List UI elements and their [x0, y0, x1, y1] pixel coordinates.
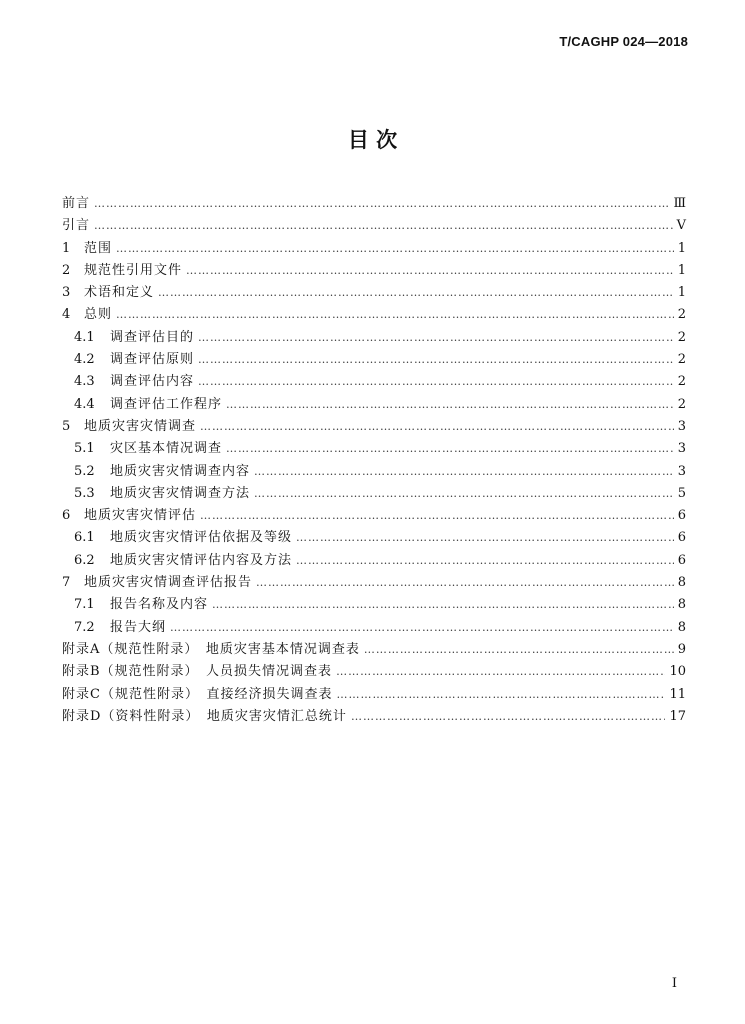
toc-entry-page: 9	[677, 641, 686, 657]
toc-entry-page: 6	[677, 530, 686, 546]
toc-dot-leader	[212, 594, 674, 616]
toc-dot-leader	[198, 349, 674, 371]
toc-entry-number: 5.2	[74, 463, 95, 479]
toc-entry[interactable]	[62, 394, 686, 416]
toc-entry-page: 6	[677, 508, 686, 524]
toc-entry[interactable]	[62, 684, 686, 706]
toc-entry-page: 3	[677, 418, 686, 434]
toc-entry-label: 地质灾害灾情调查内容	[110, 463, 251, 479]
toc-entry[interactable]	[62, 572, 686, 594]
toc-dot-leader	[254, 461, 674, 483]
toc-entry-page: 8	[677, 575, 686, 591]
toc-entry[interactable]	[62, 527, 686, 549]
toc-entry-page: 1	[677, 240, 686, 256]
toc-entry-page: 2	[677, 329, 686, 345]
toc-entry-page: 10	[669, 664, 686, 680]
toc-entry-label: 规范性引用文件	[84, 262, 183, 278]
toc-dot-leader	[200, 505, 674, 527]
toc-entry[interactable]	[62, 550, 686, 572]
toc-entry-label: 地质灾害灾情调查	[84, 418, 197, 434]
toc-entry[interactable]	[62, 661, 686, 683]
toc-entry-number: 6.2	[74, 552, 95, 568]
toc-entry-label: 范围	[84, 240, 113, 256]
toc-entry-label: 附录D（资料性附录） 地质灾害灾情汇总统计	[62, 708, 347, 724]
toc-dot-leader	[336, 684, 665, 706]
toc-entry-page: Ⅴ	[676, 218, 686, 234]
toc-entry-number: 5.3	[74, 485, 95, 501]
toc-dot-leader	[226, 394, 674, 416]
toc-entry[interactable]	[62, 304, 686, 326]
toc-dot-leader	[351, 706, 666, 728]
toc-entry-page: Ⅲ	[673, 196, 686, 211]
toc-entry-page: 3	[677, 441, 686, 457]
toc-entry-page: 8	[677, 619, 686, 635]
toc-dot-leader	[186, 260, 674, 282]
toc-entry-page: 6	[677, 552, 686, 568]
toc-entry[interactable]	[62, 416, 686, 438]
toc-dot-leader	[170, 617, 674, 639]
toc-entry-label: 地质灾害灾情评估内容及方法	[110, 552, 293, 568]
toc-entry-page: 2	[677, 352, 686, 368]
toc-entry[interactable]	[62, 349, 686, 371]
toc-entry[interactable]	[62, 193, 686, 215]
toc-entry[interactable]	[62, 327, 686, 349]
toc-dot-leader	[158, 282, 674, 304]
toc-entry-number: 4.1	[74, 329, 95, 345]
table-of-contents	[62, 193, 686, 728]
toc-entry-page: 2	[677, 396, 686, 412]
toc-entry[interactable]	[62, 238, 686, 260]
page-title: 目 次	[347, 128, 398, 152]
toc-entry[interactable]	[62, 438, 686, 460]
toc-dot-leader	[198, 327, 674, 349]
toc-entry-label: 调查评估内容	[110, 374, 195, 390]
toc-entry-number: 5.1	[74, 441, 95, 457]
toc-entry-label: 引言	[62, 218, 91, 234]
toc-entry-number: 6.1	[74, 530, 95, 546]
toc-entry-number: 4	[62, 307, 71, 323]
toc-entry-page: 11	[669, 686, 686, 702]
toc-entry[interactable]	[62, 461, 686, 483]
toc-entry[interactable]	[62, 282, 686, 304]
toc-entry[interactable]	[62, 594, 686, 616]
toc-entry[interactable]	[62, 483, 686, 505]
standard-code: T/CAGHP 024—2018	[559, 34, 688, 49]
toc-entry-label: 地质灾害灾情调查评估报告	[84, 575, 253, 591]
toc-entry-label: 报告名称及内容	[110, 597, 209, 613]
toc-dot-leader	[296, 527, 674, 549]
toc-entry-number: 7.2	[74, 619, 95, 635]
toc-dot-leader	[94, 193, 669, 215]
toc-entry-label: 附录C（规范性附录） 直接经济损失调查表	[62, 686, 333, 702]
toc-entry-page: 2	[677, 374, 686, 390]
toc-dot-leader	[226, 438, 674, 460]
toc-entry-page: 1	[677, 262, 686, 278]
toc-entry-number: 1	[62, 240, 71, 256]
toc-entry[interactable]	[62, 260, 686, 282]
toc-entry-label: 附录A（规范性附录） 地质灾害基本情况调查表	[62, 641, 360, 657]
toc-entry-page: 2	[677, 307, 686, 323]
page-number: Ⅰ	[671, 976, 677, 991]
toc-entry-label: 前言	[62, 196, 91, 211]
toc-entry-label: 地质灾害灾情调查方法	[110, 485, 251, 501]
toc-entry-label: 调查评估原则	[110, 352, 195, 368]
toc-entry-number: 7	[62, 575, 71, 591]
toc-entry[interactable]	[62, 371, 686, 393]
toc-entry-page: 17	[669, 708, 686, 724]
toc-dot-leader	[116, 238, 674, 260]
toc-entry-label: 调查评估目的	[110, 329, 195, 345]
toc-dot-leader	[198, 371, 674, 393]
toc-entry-number: 4.3	[74, 374, 95, 390]
toc-entry-page: 3	[677, 463, 686, 479]
toc-entry-label: 附录B（规范性附录） 人员损失情况调查表	[62, 664, 333, 680]
toc-entry-number: 7.1	[74, 597, 95, 613]
toc-entry-page: 5	[677, 485, 686, 501]
toc-dot-leader	[200, 416, 674, 438]
toc-dot-leader	[254, 483, 674, 505]
toc-dot-leader	[94, 215, 673, 237]
toc-entry-label: 总则	[84, 307, 113, 323]
toc-dot-leader	[256, 572, 674, 594]
toc-dot-leader	[116, 304, 674, 326]
toc-entry-label: 术语和定义	[84, 285, 155, 301]
toc-entry[interactable]	[62, 215, 686, 237]
toc-entry-number: 4.2	[74, 352, 95, 368]
toc-entry-number: 2	[62, 262, 71, 278]
toc-entry-number: 4.4	[74, 396, 95, 412]
toc-entry-label: 地质灾害灾情评估	[84, 508, 197, 524]
toc-entry-page: 1	[677, 285, 686, 301]
toc-entry-label: 地质灾害灾情评估依据及等级	[110, 530, 293, 546]
toc-entry[interactable]	[62, 706, 686, 728]
toc-entry[interactable]	[62, 617, 686, 639]
toc-entry-label: 报告大纲	[110, 619, 167, 635]
toc-dot-leader	[296, 550, 674, 572]
toc-entry-page: 8	[677, 597, 686, 613]
toc-entry-number: 6	[62, 508, 71, 524]
toc-entry-label: 灾区基本情况调查	[110, 441, 223, 457]
toc-dot-leader	[336, 661, 665, 683]
toc-entry-label: 调查评估工作程序	[110, 396, 223, 412]
toc-entry-number: 3	[62, 285, 71, 301]
toc-entry-number: 5	[62, 418, 71, 434]
toc-entry[interactable]	[62, 639, 686, 661]
toc-entry[interactable]	[62, 505, 686, 527]
toc-dot-leader	[364, 639, 674, 661]
